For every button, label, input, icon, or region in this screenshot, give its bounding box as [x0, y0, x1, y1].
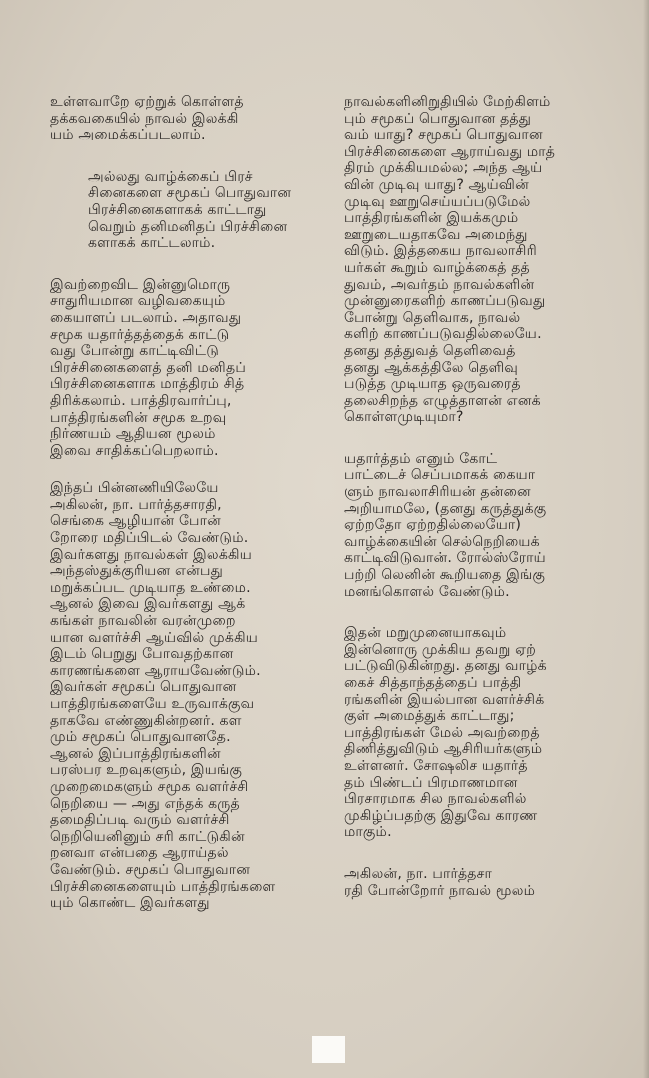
left-paragraph-1: உள்ளவாறே ஏற்றுக் கொள்ளத் தக்கவகையில் நாவல் இலக்கி யம் அமைக்கப்படலாம். — [50, 94, 244, 144]
right-paragraph-4: அகிலன், நா. பார்த்தசா ரதி போன்றோர் நாவல் மூலம் — [344, 865, 536, 899]
right-paragraph-1: நாவல்களினிறுதியில் மேற்கிளம் பும் சமூகப் பொதுவான தத்து வம் யாது? சமூகப் பொதுவான பிரச்சினைகளை ஆராய்வது மாத் திரம் முக்கியமல்ல; அந்த ஆய் வின் முடிவு யாது? ஆய்வின் முடிவு ஊறுசெய்யப்படுமேல் பாத்திரங்களின் இயக்கமும் ஊறுடையதாகவே அமைந்து விடும். இத்தகைய நாவலாசிரி யர்கள் கூறும் வாழ்க்கைத் தத் துவம், அவர்தம் நாவல்களின் முன்னுரைகளிற் காணப்படுவது போன்று தெளிவாக, நாவல் களிற் காணப்படுவதில்லையே. தனது தத்துவத் தெளிவைத் தனது ஆக்கத்திலே தெளிவு படுத்த முடியாத ஒருவரைத் தலைசிறந்த எழுத்தாளன் எனக் கொள்ளமுடியுமா? — [344, 94, 556, 426]
right-paragraph-2: யதார்த்தம் எனும் கோட் பாட்டைச் செப்பமாகக் கையா ளும் நாவலாசிரியன் தன்னை அறியாமலே, (தனது கருத்துக்கு ஏற்றதோ ஏற்றதில்லையோ) வாழ்க்கையின் செல்நெறியைக் காட்டிவிடுவான். ரோல்ஸ்ரோய் பற்றி லெனின் கூறியதை இங்கு மனங்கொளல் வேண்டும். — [344, 450, 547, 600]
right-column — [344, 94, 617, 899]
left-paragraph-2: அல்லது வாழ்க்கைப் பிரச் சினைகளை சமூகப் பொதுவான பிரச்சினைகளாகக் காட்டாது வெறும் தனிமனிதப் பிரச்சினை களாகக் காட்டலாம். — [88, 168, 292, 252]
left-paragraph-3: இவற்றைவிட இன்னுமொரு சாதுரியமான வழிவகையும் கையாளப் படலாம். அதாவது சமூக யதார்த்தத்தைக் காட்டு வது போன்று காட்டிவிட்டு பிரச்சினைகளைத் தனி மனிதப் பிரச்சினைகளாக மாத்திரம் சித் திரிக்கலாம். பாத்திரவார்ப்பு, பாத்திரங்களின் சமூக உறவு நிர்ணயம் ஆதியன மூலம் இவை சாதிக்கப்பெறலாம். — [50, 276, 246, 459]
page-edge-shadow — [643, 0, 649, 1078]
page-number-box — [312, 1036, 345, 1063]
left-column — [50, 94, 322, 912]
left-paragraph-4: இந்தப் பின்னணியிலேயே அகிலன், நா. பார்த்தசாரதி, செங்கை ஆழியான் போன் றோரை மதிப்பிடல் வேண்டும். இவர்களது நாவல்கள் இலக்கிய அந்தஸ்துக்குரியன என்பது மறுக்கப்பட முடியாத உண்மை. ஆனல் இவை இவர்களது ஆக் கங்கள் நாவலின் வரன்முறை யான வளர்ச்சி ஆய்வில் முக்கிய இடம் பெறுது போவதற்கான காரணங்களை ஆராயவேண்டும். இவர்கள் சமூகப் பொதுவான பாத்திரங்களையே உருவாக்குவ தாகவே எண்ணுகின்றனர். கள மும் சமூகப் பொதுவானதே. ஆனல் இப்பாத்திரங்களின் பரஸ்பர உறவுகளும், இயங்கு முறைமைகளும் சமூக வளர்ச்சி நெறியை — அது எந்தக் கருத் தமைதிப்படி வரும் வளர்ச்சி நெறியெனினும் சரி காட்டுகின் றனவா என்பதை ஆராய்தல் வேண்டும். சமூகப் பொதுவான பிரச்சினைகளையும் பாத்திரங்களை யும் கொண்ட இவர்களது — [50, 480, 276, 912]
right-paragraph-3: இதன் மறுமுனையாகவும் இன்னொரு முக்கிய தவறு ஏற் பட்டுவிடுகின்றது. தனது வாழ்க் கைச் சித்தாந்தத்தைப் பாத்தி ரங்களின் இயல்பான வளர்ச்சிக் குள் அமைத்துக் காட்டாது; பாத்திரங்கள் மேல் அவற்றைத் திணித்துவிடும் ஆசிரியர்களும் உள்ளனர். சோஷலிச யதார்த் தம் பிண்டப் பிரமாணமான பிரசாரமாக சில நாவல்களில் முகிழ்ப்பதற்கு இதுவே காரண மாகும். — [344, 625, 547, 841]
